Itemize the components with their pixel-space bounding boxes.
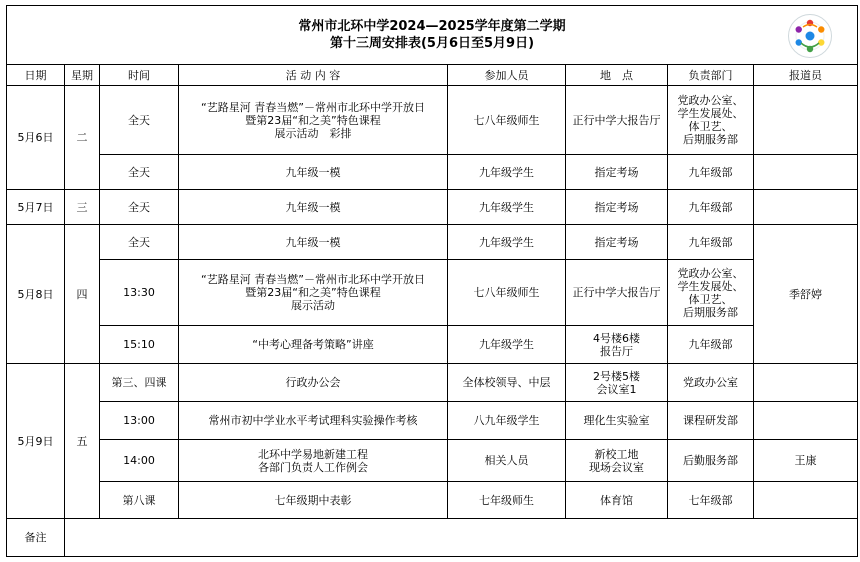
activity-cell xyxy=(179,260,448,326)
schedule-row xyxy=(7,440,858,482)
location-cell-line: 指定考场 xyxy=(594,165,639,179)
location-cell-line: 指定考场 xyxy=(594,235,639,249)
participants-cell: 全体校领导、中层 xyxy=(448,364,566,402)
date-cell: 5月6日 xyxy=(7,86,65,190)
participants-cell: 七年级师生 xyxy=(448,482,566,519)
department-cell xyxy=(668,440,754,482)
time-cell: 第八课 xyxy=(100,482,179,519)
weekday-cell: 三 xyxy=(65,190,100,225)
date-cell: 5月8日 xyxy=(7,225,65,364)
location-cell xyxy=(566,402,668,440)
department-cell xyxy=(668,326,754,364)
department-cell-line: 后勤服务部 xyxy=(683,454,738,467)
department-cell xyxy=(668,86,754,155)
department-cell-line: 九年级部 xyxy=(688,338,733,351)
participants-cell: 七八年级师生 xyxy=(448,86,566,155)
schedule-row xyxy=(7,86,858,155)
header-date: 日期 xyxy=(7,65,65,86)
header-weekday: 星期 xyxy=(65,65,100,86)
location-cell-line: 新校工地 xyxy=(594,447,639,461)
participants-cell: 九年级学生 xyxy=(448,155,566,190)
title-cell xyxy=(7,6,858,65)
location-cell xyxy=(566,482,668,519)
time-cell: 13:30 xyxy=(100,260,179,326)
activity-cell-line: “艺路星河 青春当燃”－常州市北环中学开放日 xyxy=(201,273,425,286)
location-cell xyxy=(566,326,668,364)
department-cell-line: 九年级部 xyxy=(688,200,733,214)
logo-dot xyxy=(818,39,824,45)
department-cell xyxy=(668,225,754,260)
department-cell xyxy=(668,364,754,402)
header-activity: 活 动 内 容 xyxy=(179,65,448,86)
schedule-row xyxy=(7,260,858,326)
location-cell-line: 4号楼6楼 xyxy=(593,331,640,345)
location-cell-line: 理化生实验室 xyxy=(583,414,650,427)
time-cell: 全天 xyxy=(100,225,179,260)
department-cell-line: 党政办公室、 xyxy=(677,94,744,107)
activity-cell-line: 九年级一模 xyxy=(285,200,341,214)
participants-cell: 八九年级学生 xyxy=(448,402,566,440)
reporter-cell xyxy=(754,155,858,190)
header-participants: 参加人员 xyxy=(448,65,566,86)
location-cell-line: 2号楼5楼 xyxy=(593,369,640,383)
reporter-cell xyxy=(754,482,858,519)
schedule-body xyxy=(7,86,858,519)
title-line-1: 常州市北环中学2024—2025学年度第二学期 xyxy=(298,19,566,34)
location-cell xyxy=(566,440,668,482)
department-cell xyxy=(668,260,754,326)
location-cell xyxy=(566,190,668,225)
department-cell-line: 九年级部 xyxy=(688,165,733,179)
activity-cell-line: 七年级期中表彰 xyxy=(274,493,352,507)
department-cell-line: 课程研发部 xyxy=(683,414,738,427)
header-department: 负责部门 xyxy=(668,65,754,86)
department-cell-line: 党政办公室 xyxy=(683,376,738,389)
date-cell: 5月7日 xyxy=(7,190,65,225)
activity-cell xyxy=(179,155,448,190)
activity-cell-line: 九年级一模 xyxy=(285,165,341,179)
title-row xyxy=(7,6,858,65)
header-row xyxy=(7,65,858,86)
department-cell-line: 学生发展处、 xyxy=(677,107,744,120)
activity-cell-line: 行政办公会 xyxy=(285,376,341,389)
schedule-row xyxy=(7,402,858,440)
schedule-row xyxy=(7,364,858,402)
activity-cell xyxy=(179,86,448,155)
weekday-cell: 二 xyxy=(65,86,100,190)
header-time: 时间 xyxy=(100,65,179,86)
location-cell-line: 现场会议室 xyxy=(589,460,644,474)
department-cell-line: 学生发展处、 xyxy=(677,279,744,293)
weekday-cell: 四 xyxy=(65,225,100,364)
school-logo-icon xyxy=(787,13,833,59)
logo-dot xyxy=(818,26,824,32)
location-cell xyxy=(566,260,668,326)
location-cell xyxy=(566,364,668,402)
activity-cell-line: 常州市初中学业水平考试理科实验操作考核 xyxy=(208,414,418,427)
activity-cell xyxy=(179,440,448,482)
time-cell: 15:10 xyxy=(100,326,179,364)
location-cell xyxy=(566,225,668,260)
activity-cell-line: 暨第23届“和之美”特色课程 xyxy=(245,286,381,299)
remarks-content xyxy=(65,519,858,557)
location-cell-line: 会议室1 xyxy=(596,382,637,396)
activity-cell-line: “中考心理备考策略”讲座 xyxy=(252,338,374,351)
header-reporter: 报道员 xyxy=(754,65,858,86)
participants-cell: 九年级学生 xyxy=(448,190,566,225)
participants-cell: 九年级学生 xyxy=(448,225,566,260)
reporter-cell xyxy=(754,402,858,440)
activity-cell-line: 展示活动 xyxy=(291,299,335,312)
department-cell-line: 后期服务部 xyxy=(683,305,738,319)
header-location: 地 点 xyxy=(566,65,668,86)
activity-cell-line: 展示活动 彩排 xyxy=(274,126,352,140)
activity-cell xyxy=(179,225,448,260)
time-cell: 第三、四课 xyxy=(100,364,179,402)
department-cell-line: 后期服务部 xyxy=(683,133,738,146)
time-cell: 全天 xyxy=(100,86,179,155)
time-cell: 全天 xyxy=(100,190,179,225)
department-cell-line: 体卫艺、 xyxy=(688,292,733,306)
participants-cell: 九年级学生 xyxy=(448,326,566,364)
location-cell-line: 正行中学大报告厅 xyxy=(572,113,661,127)
participants-cell: 七八年级师生 xyxy=(448,260,566,326)
activity-cell xyxy=(179,190,448,225)
activity-cell-line: 九年级一模 xyxy=(285,235,341,249)
activity-cell xyxy=(179,364,448,402)
location-cell-line: 体育馆 xyxy=(600,493,633,507)
remarks-label: 备注 xyxy=(7,519,65,557)
activity-cell xyxy=(179,326,448,364)
logo-dot xyxy=(796,39,802,45)
time-cell: 全天 xyxy=(100,155,179,190)
department-cell-line: 九年级部 xyxy=(688,235,733,249)
reporter-cell xyxy=(754,190,858,225)
date-cell: 5月9日 xyxy=(7,364,65,519)
reporter-cell: 王康 xyxy=(754,440,858,482)
department-cell-line: 七年级部 xyxy=(688,493,733,507)
remarks-row xyxy=(7,519,858,557)
department-cell-line: 体卫艺、 xyxy=(688,120,733,133)
schedule-row xyxy=(7,482,858,519)
department-cell xyxy=(668,190,754,225)
activity-cell-line: “艺路星河 青春当燃”－常州市北环中学开放日 xyxy=(201,100,425,114)
schedule-row xyxy=(7,155,858,190)
reporter-cell xyxy=(754,364,858,402)
time-cell: 14:00 xyxy=(100,440,179,482)
location-cell xyxy=(566,86,668,155)
location-cell-line: 指定考场 xyxy=(594,200,639,214)
location-cell-line: 报告厅 xyxy=(600,344,633,358)
weekday-cell: 五 xyxy=(65,364,100,519)
department-cell xyxy=(668,482,754,519)
location-cell xyxy=(566,155,668,190)
activity-cell-line: 北环中学易地新建工程 xyxy=(258,447,368,461)
department-cell xyxy=(668,402,754,440)
activity-cell-line: 各部门负责人工作例会 xyxy=(258,460,368,474)
activity-cell-line: 暨第23届“和之美”特色课程 xyxy=(245,113,381,127)
schedule-row xyxy=(7,190,858,225)
activity-cell xyxy=(179,402,448,440)
time-cell: 13:00 xyxy=(100,402,179,440)
participants-cell: 相关人员 xyxy=(448,440,566,482)
activity-cell xyxy=(179,482,448,519)
schedule-table xyxy=(6,5,858,557)
reporter-cell xyxy=(754,86,858,155)
department-cell xyxy=(668,155,754,190)
logo-dot xyxy=(796,26,802,32)
schedule-row xyxy=(7,326,858,364)
reporter-cell: 季舒婷 xyxy=(754,225,858,364)
schedule-row xyxy=(7,225,858,260)
title-line-2: 第十三周安排表(5月6日至5月9日) xyxy=(329,36,535,51)
location-cell-line: 正行中学大报告厅 xyxy=(572,286,661,299)
department-cell-line: 党政办公室、 xyxy=(677,266,744,280)
